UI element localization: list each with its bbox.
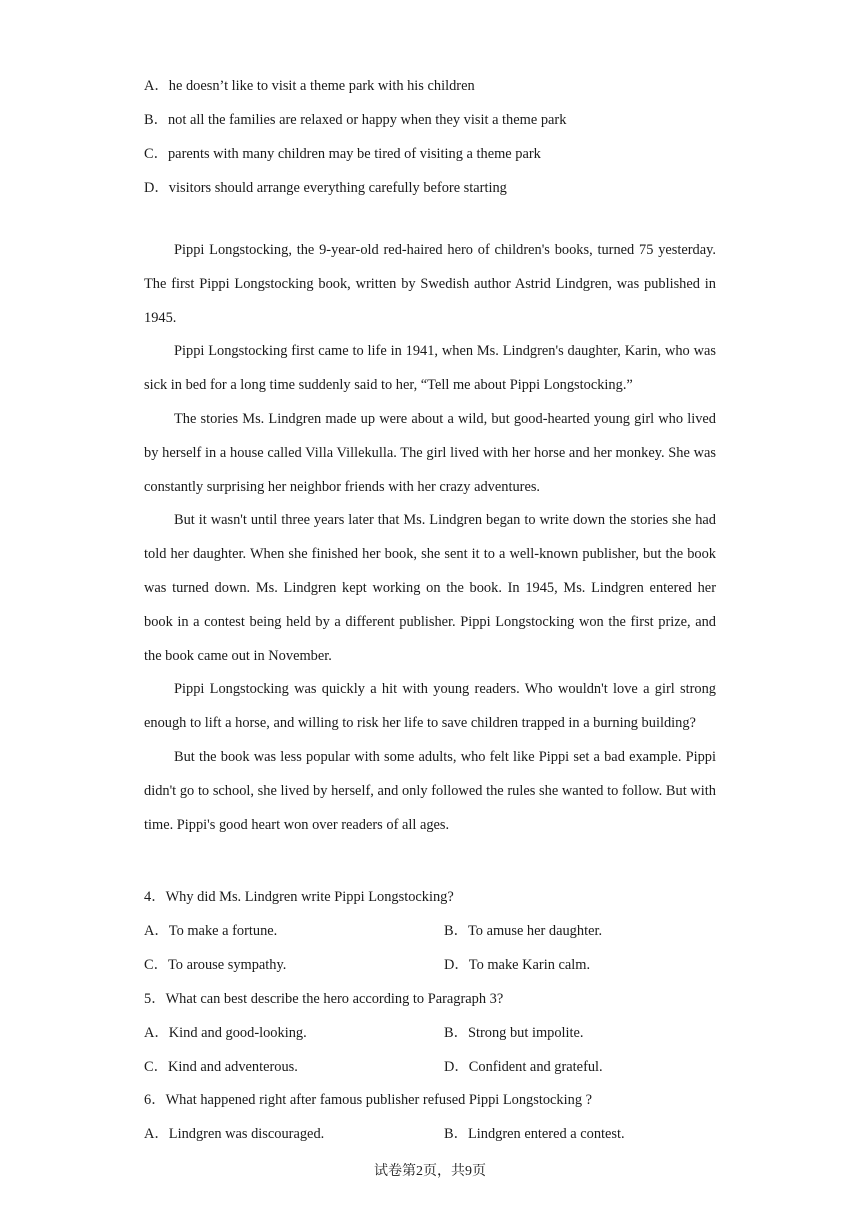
prev-option-a: A．he doesn’t like to visit a theme park with his children [144,78,475,94]
passage-paragraph-5: Pippi Longstocking was quickly a hit with young readers. Who wouldn't love a girl strong enough to lift a horse, and willing to risk her life to save children trapped in a burning building? [144,681,716,732]
question-4-stem: 4．Why did Ms. Lindgren write Pippi Longstocking? [144,889,454,905]
question-6-stem: 6．What happened right after famous publisher refused Pippi Longstocking ? [144,1092,592,1108]
page-footer: 试卷第2页，共9页 [374,1164,486,1179]
question-5-option-b[interactable]: B．Strong but impolite. [444,1025,584,1041]
question-5-option-c[interactable]: C．Kind and adventerous. [144,1059,298,1075]
question-5-option-a[interactable]: A．Kind and good-looking. [144,1025,307,1041]
question-4-option-c[interactable]: C．To arouse sympathy. [144,957,287,973]
passage-paragraph-4: But it wasn't until three years later that Ms. Lindgren began to write down the stories she had told her daughter. When she finished her book, she sent it to a well-known publisher, but the book was turned down. Ms. Lindgren kept working on the book. In 1945, Ms. Lindgren entered her book in a contest being held by a different publisher. Pippi Longstocking won the first prize, and the book came out in November. [144,512,716,664]
question-4-option-a[interactable]: A．To make a fortune. [144,923,278,939]
passage-paragraph-2: Pippi Longstocking first came to life in 1941, when Ms. Lindgren's daughter, Karin, who was sick in bed for a long time suddenly said to her, “Tell me about Pippi Longstocking.” [144,343,716,394]
passage-paragraph-6: But the book was less popular with some adults, who felt like Pippi set a bad example. Pippi didn't go to school, she lived by herself, and only followed the rules she wanted to follow. But with time. Pippi's good heart won over readers of all ages. [144,748,716,833]
question-4-option-b[interactable]: B．To amuse her daughter. [444,923,603,939]
prev-option-c: C．parents with many children may be tired of visiting a theme park [144,146,541,162]
question-5-option-d[interactable]: D．Confident and grateful. [444,1059,603,1075]
question-4-option-d[interactable]: D．To make Karin calm. [444,957,591,973]
prev-option-d: D．visitors should arrange everything carefully before starting [144,180,507,196]
passage-paragraph-1: Pippi Longstocking, the 9-year-old red-haired hero of children's books, turned 75 yesterday. The first Pippi Longstocking book, written by Swedish author Astrid Lindgren, was published in 1945. [144,242,716,326]
prev-option-b: B．not all the families are relaxed or happy when they visit a theme park [144,112,567,128]
question-5-stem: 5．What can best describe the hero according to Paragraph 3? [144,991,504,1007]
question-6-option-a[interactable]: A．Lindgren was discouraged. [144,1126,325,1142]
question-6-option-b[interactable]: B．Lindgren entered a contest. [444,1126,625,1142]
reading-passage [144,234,716,842]
passage-paragraph-3: The stories Ms. Lindgren made up were about a wild, but good-hearted young girl who lived by herself in a house called Villa Villekulla. The girl lived with her horse and her monkey. She was constantly surprising her neighbor friends with her crazy adventures. [144,410,716,495]
